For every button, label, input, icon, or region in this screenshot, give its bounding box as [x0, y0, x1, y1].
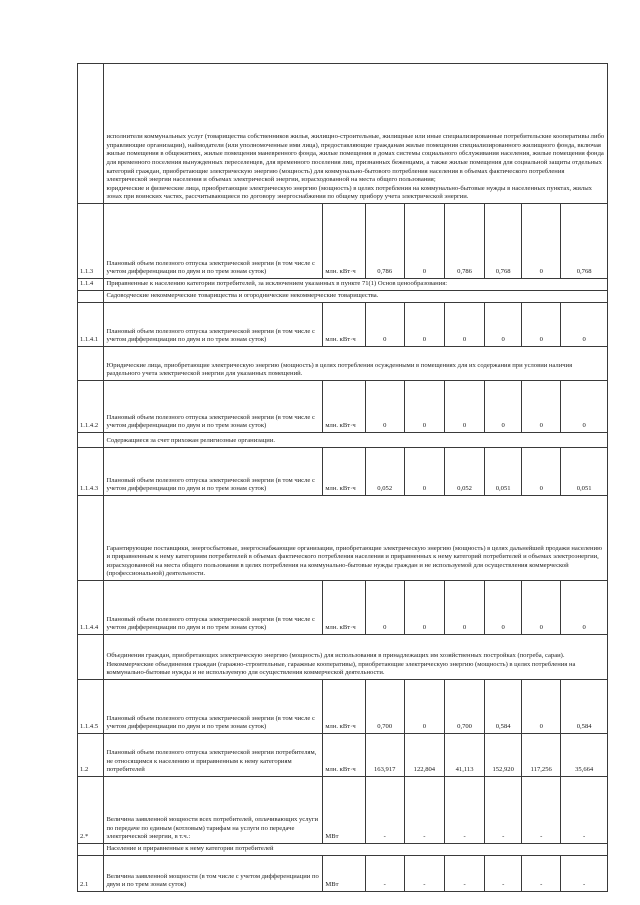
table-row: [78, 64, 608, 204]
value-cell: 0: [365, 303, 404, 347]
category-heading: Объединения граждан, приобретающих электрическую энергию (мощность) для использования в принадлежащих им хозяйственных постройках (погреба, сараи). Некоммерческие объединения граждан (гаражно-строительные, гаражные кооперативы), приобретающие электрическую энергию (мощность) в целях потребления на коммунально-бытовые нужды и не используемую для осуществления коммерческой деятельности.: [104, 635, 608, 680]
note-paragraph: исполнители коммунальных услуг (товарищества собственников жилья, жилищно-строительные, жилищные или иные специализированные потребительские кооперативы либо управляющие организации), наймодатели (или уполномоченные ими лица), предоставляющие гражданам жилые помещения специализированного жилищного фонда, включая жилые помещения в общежитиях, жилые помещения маневренного фонда, жилые помещения в домах системы социального обслуживания населения, жилые помещения фонда для временного поселения вынужденных переселенцев, для временного поселения лиц, признанных беженцами, а также жилые помещения для социальной защиты отдельных категорий граждан, приобретающие электрическую энергию (мощность) для коммунально-бытового потребления населения в объемах фактического потребления электрической энергии населения и объемах электрической энергии, израсходованной на места общего пользования;: [106, 133, 605, 184]
value-cell: 0,052: [444, 448, 484, 496]
value-cell: -: [561, 777, 608, 844]
value-cell: 0,584: [561, 680, 608, 734]
value-cell: 0: [522, 381, 561, 433]
value-cell: 0,786: [365, 204, 404, 279]
row-number: 1.1.4: [78, 279, 104, 291]
indicator-label: Плановый объем полезного отпуска электрической энергии (в том числе с учетом дифференциации по двум и по трем зонам суток): [104, 381, 323, 433]
row-number: [78, 291, 104, 303]
category-heading: Население и приравненные к нему категории потребителей: [104, 844, 608, 856]
value-cell: 0,051: [485, 448, 522, 496]
value-cell: 0: [522, 581, 561, 635]
consumer-category-note: [104, 64, 608, 204]
document-sheet: [77, 63, 608, 892]
table-row: [78, 291, 608, 303]
table-row: [78, 680, 608, 734]
value-cell: -: [561, 856, 608, 892]
value-cell: 0: [522, 680, 561, 734]
value-cell: 0: [561, 303, 608, 347]
value-cell: 41,113: [444, 734, 484, 777]
value-cell: 0: [522, 303, 561, 347]
table-row: [78, 581, 608, 635]
row-number: [78, 635, 104, 680]
value-cell: 0: [404, 448, 444, 496]
table-row: [78, 381, 608, 433]
value-cell: 163,917: [365, 734, 404, 777]
table-row: [78, 777, 608, 844]
table-row: [78, 496, 608, 581]
value-cell: 0: [561, 581, 608, 635]
value-cell: 152,920: [485, 734, 522, 777]
value-cell: 0,051: [561, 448, 608, 496]
indicator-label: Плановый объем полезного отпуска электрической энергии (в том числе с учетом дифференциации по двум и по трем зонам суток): [104, 680, 323, 734]
row-number: 2.*: [78, 777, 104, 844]
value-cell: 117,256: [522, 734, 561, 777]
unit-cell: млн. кВт·ч: [323, 303, 365, 347]
indicator-label: Величина заявленной мощности (в том числе с учетом дифференциации по двум и по трем зонам суток): [104, 856, 323, 892]
unit-cell: МВт: [323, 777, 365, 844]
row-number: 1.1.4.3: [78, 448, 104, 496]
indicator-label: Плановый объем полезного отпуска электрической энергии (в том числе с учетом дифференциации по двум и по трем зонам суток): [104, 204, 323, 279]
unit-cell: млн. кВт·ч: [323, 581, 365, 635]
value-cell: -: [365, 777, 404, 844]
value-cell: 0: [444, 581, 484, 635]
value-cell: 0: [444, 303, 484, 347]
category-heading: Гарантирующие поставщики, энергосбытовые, энергоснабжающие организации, приобретающие электрическую энергию (мощность) в целях дальнейшей продажи населению и приравненным к нему категориям потребителей в объемах фактического потребления населения и приравненных к нему категорий потребителей и объемах электроэнергии, израсходованной на места общего пользования в целях потребления на коммунально-бытовые нужды граждан и не используемой для осуществления коммерческой (профессиональной) деятельности.: [104, 496, 608, 581]
value-cell: 0: [404, 303, 444, 347]
note-paragraph: юридические и физические лица, приобретающие электрическую энергию (мощность) в целях потребления на коммунально-бытовые нужды в населенных пунктах, жилых зонах при воинских частях, рассчитывающиеся по договору энергоснабжения по общему прибору учета электрической энергии.: [106, 184, 592, 201]
row-number: [78, 433, 104, 448]
value-cell: -: [365, 856, 404, 892]
value-cell: 0: [404, 581, 444, 635]
category-heading: Садоводческие некоммерческие товарищества и огороднические некоммерческие товарищества.: [104, 291, 608, 303]
value-cell: 0: [485, 303, 522, 347]
value-cell: -: [404, 777, 444, 844]
unit-cell: млн. кВт·ч: [323, 734, 365, 777]
value-cell: 0: [404, 381, 444, 433]
row-number: 1.2: [78, 734, 104, 777]
value-cell: 0,700: [365, 680, 404, 734]
tariff-table: [77, 63, 608, 892]
table-row: [78, 635, 608, 680]
indicator-label: Величина заявленной мощности всех потребителей, оплачивающих услуги по передаче по единым (котловым) тарифам на услуги по передаче электрической энергии, в т.ч.:: [104, 777, 323, 844]
indicator-label: Плановый объем полезного отпуска электрической энергии (в том числе с учетом дифференциации по двум и по трем зонам суток): [104, 303, 323, 347]
value-cell: 0,584: [485, 680, 522, 734]
value-cell: 0: [444, 381, 484, 433]
value-cell: -: [444, 777, 484, 844]
value-cell: 0: [365, 581, 404, 635]
value-cell: 0: [404, 204, 444, 279]
unit-cell: МВт: [323, 856, 365, 892]
category-heading: Содержащиеся за счет прихожан религиозные организации.: [104, 433, 608, 448]
value-cell: 0: [522, 448, 561, 496]
value-cell: 0,786: [444, 204, 484, 279]
value-cell: 0,768: [561, 204, 608, 279]
unit-cell: млн. кВт·ч: [323, 381, 365, 433]
value-cell: 0,768: [485, 204, 522, 279]
row-number: 2.1: [78, 856, 104, 892]
row-number: [78, 844, 104, 856]
row-number: 1.1.4.1: [78, 303, 104, 347]
value-cell: -: [485, 856, 522, 892]
value-cell: 0: [485, 381, 522, 433]
value-cell: -: [522, 777, 561, 844]
value-cell: -: [522, 856, 561, 892]
unit-cell: млн. кВт·ч: [323, 448, 365, 496]
table-row: [78, 448, 608, 496]
table-row: [78, 303, 608, 347]
category-heading: Юридические лица, приобретающие электрическую энергию (мощность) в целях потребления осужденными в помещениях для их содержания при условии наличия раздельного учета электрической энергии для указанных помещений.: [104, 347, 608, 381]
row-number: 1.1.4.4: [78, 581, 104, 635]
table-row: [78, 347, 608, 381]
value-cell: 35,664: [561, 734, 608, 777]
unit-cell: млн. кВт·ч: [323, 204, 365, 279]
table-row: [78, 204, 608, 279]
unit-cell: млн. кВт·ч: [323, 680, 365, 734]
value-cell: -: [404, 856, 444, 892]
row-number: 1.1.4.5: [78, 680, 104, 734]
indicator-label: Плановый объем полезного отпуска электрической энергии (в том числе с учетом дифференциации по двум и по трем зонам суток): [104, 581, 323, 635]
indicator-label: Плановый объем полезного отпуска электрической энергии потребителям, не относящимся к населению и приравненным к нему категориям потребителей: [104, 734, 323, 777]
row-number: [78, 347, 104, 381]
value-cell: 0: [365, 381, 404, 433]
value-cell: -: [485, 777, 522, 844]
value-cell: 0: [404, 680, 444, 734]
category-heading: Приравненные к населению категории потребителей, за исключением указанных в пункте 71(1) Основ ценообразования:: [104, 279, 608, 291]
value-cell: 122,804: [404, 734, 444, 777]
table-row: [78, 734, 608, 777]
indicator-label: Плановый объем полезного отпуска электрической энергии (в том числе с учетом дифференциации по двум и по трем зонам суток): [104, 448, 323, 496]
table-row: [78, 279, 608, 291]
value-cell: 0,700: [444, 680, 484, 734]
table-row: [78, 433, 608, 448]
row-number-cell: [78, 64, 104, 204]
table-row: [78, 856, 608, 892]
value-cell: 0: [561, 381, 608, 433]
row-number: 1.1.4.2: [78, 381, 104, 433]
value-cell: -: [444, 856, 484, 892]
value-cell: 0,052: [365, 448, 404, 496]
value-cell: 0: [485, 581, 522, 635]
row-number: 1.1.3: [78, 204, 104, 279]
value-cell: 0: [522, 204, 561, 279]
table-row: [78, 844, 608, 856]
row-number: [78, 496, 104, 581]
